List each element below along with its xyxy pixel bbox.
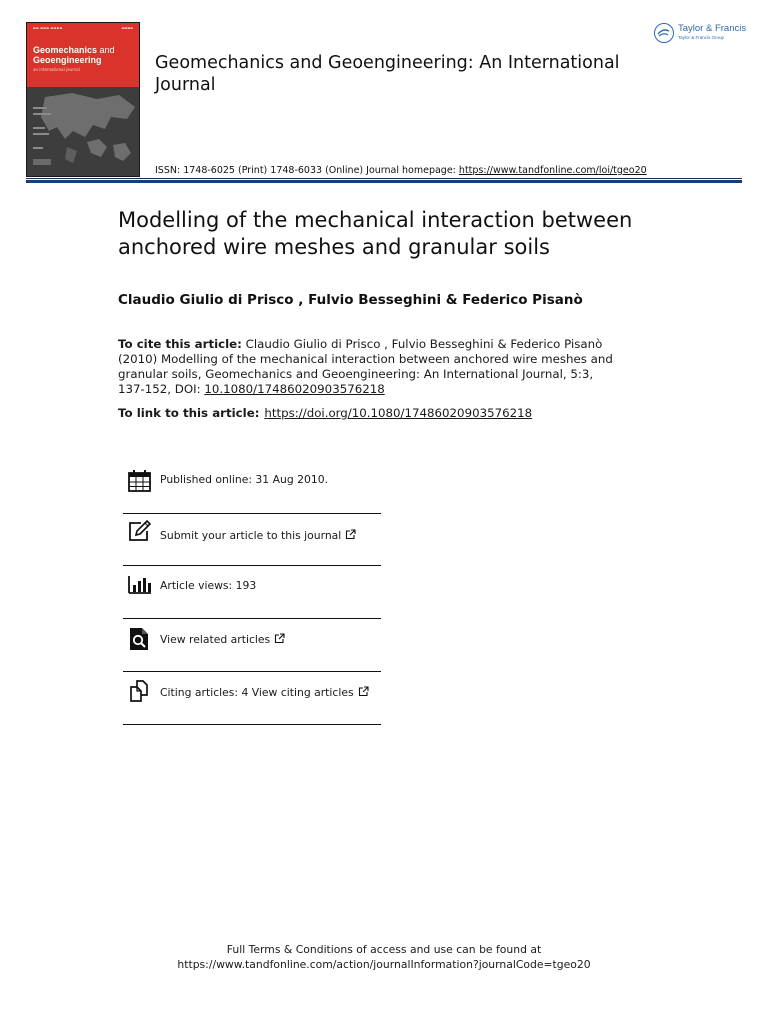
cover-issn-strip: ▬▬▬▬ xyxy=(121,26,133,30)
calendar-icon xyxy=(127,469,153,493)
article-doi-url[interactable]: https://doi.org/10.1080/17486020903576218 xyxy=(264,406,533,420)
cite-label: To cite this article: xyxy=(118,337,242,351)
article-authors: Claudio Giulio di Prisco , Fulvio Besseghini & Federico Pisanò xyxy=(118,292,583,308)
issn-line xyxy=(155,165,647,176)
link-label: To link to this article: xyxy=(118,406,260,420)
cite-text: Claudio Giulio di Prisco , Fulvio Besseghini & Federico Pisanò (2010) Modelling of the mechanical interaction between anchored wire meshes and granular soils, Geomechanics and Geoengineering: An International Journal, 5:3, 137-152, DOI: xyxy=(118,337,613,396)
views-row xyxy=(123,566,381,619)
article-title: Modelling of the mechanical interaction between anchored wire meshes and granular soils xyxy=(118,208,633,259)
publisher-group: Taylor & Francis Group xyxy=(678,35,725,40)
bar-chart-icon xyxy=(127,574,153,598)
copy-icon xyxy=(127,679,153,703)
journal-title: Geomechanics and Geoengineering: An International Journal xyxy=(155,53,620,95)
cover-red-band xyxy=(27,23,139,87)
cover-title-line1: Geomechanics and xyxy=(33,45,115,55)
cover-subtitle: an international journal xyxy=(33,67,80,72)
publisher-logo[interactable] xyxy=(654,22,746,48)
citing-articles-link[interactable]: Citing articles: 4 View citing articles xyxy=(160,686,369,699)
cover-volume-strip: ▬▬ ▬▬▬ ▬▬▬▬ xyxy=(33,26,63,30)
terms-line1: Full Terms & Conditions of access and use can be found at xyxy=(226,943,542,956)
publisher-logo-icon xyxy=(654,23,674,43)
view-related-link[interactable]: View related articles xyxy=(160,633,285,646)
publisher-name: Taylor & Francis xyxy=(678,23,747,34)
terms-footer xyxy=(0,942,768,972)
journal-cover-image xyxy=(26,22,140,177)
search-document-icon xyxy=(127,627,153,651)
journal-homepage-link[interactable]: https://www.tandfonline.com/loi/tgeo20 xyxy=(458,165,647,176)
header-rule-thick xyxy=(26,180,742,183)
external-link-icon xyxy=(358,686,369,697)
terms-url[interactable]: https://www.tandfonline.com/action/journalInformation?journalCode=tgeo20 xyxy=(177,958,591,971)
external-link-icon xyxy=(345,529,356,540)
article-link-line xyxy=(118,406,532,420)
doi-link[interactable]: 10.1080/17486020903576218 xyxy=(204,382,385,396)
article-views: Article views: 193 xyxy=(160,579,257,592)
external-link-icon xyxy=(274,633,285,644)
cover-map-graphic xyxy=(27,87,139,176)
submit-row[interactable] xyxy=(123,514,381,566)
header-rule-thin xyxy=(26,178,742,179)
related-row[interactable] xyxy=(123,619,381,672)
citing-row[interactable] xyxy=(123,672,381,725)
submit-article-link[interactable]: Submit your article to this journal xyxy=(160,529,356,542)
edit-icon xyxy=(127,520,153,544)
cover-title-line2: Geoengineering xyxy=(33,55,102,65)
published-row xyxy=(123,461,381,514)
published-date: Published online: 31 Aug 2010. xyxy=(160,473,329,486)
issn-text: ISSN: 1748-6025 (Print) 1748-6033 (Online) Journal homepage: xyxy=(155,165,459,176)
citation-block xyxy=(118,337,618,397)
